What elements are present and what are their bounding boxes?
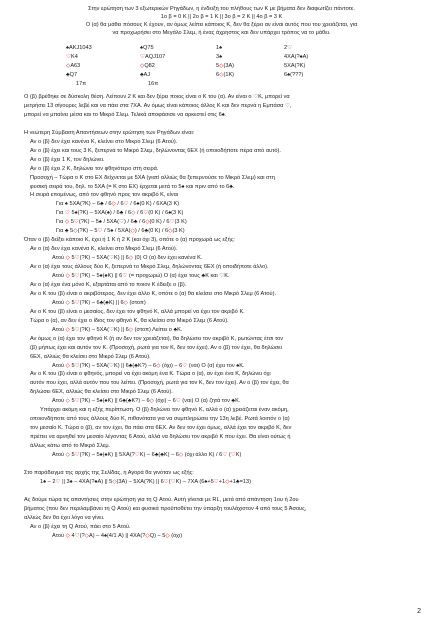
body-line: Για ♡ 5♠(?K) – 5ΧΑ(♠) / 6♣ / 6◇ / 6♡(0 K) / 6♠(3 K) (56, 210, 184, 217)
body-line: Η νεώτερη Σύμβαση Απαντήσεων στην ερώτηση των Ρηγάδων είναι: (24, 129, 195, 136)
page-number: 2 (417, 608, 421, 615)
body-line: Αν ο (β) έχει 2 Κ, δηλώνει τον φθηνότερο στη σειρά. (30, 165, 159, 172)
bid-b-3: 5ΧΑ(?K) (284, 63, 306, 69)
body-line: Προσοχή – Τώρα ο Κ στο ΕΧ δείχνεται με 5ΧΑ (γιατί αλλιώς θα ξεπερνούσε το Μικρό Σλεμ) και στη (30, 174, 275, 181)
body-line: Αν ο (α) έχει ένα μόνο Κ, εξαρτάται από το ποιον Κ έδειξε ο (β). (30, 281, 187, 288)
body-line: Ατού ◇ 5♡(?K) – 5ΧΑ(♡K) || 6♣(♣K?) – 6◇ (όχι) – 6♡ (ναι) Ο (α) έχει τον ♠K. (52, 362, 245, 369)
body-line: δηλώσει 6ΕΧ, αλλιώς θα κλείσει στο Μικρό Σλεμ (6 Ατού). (30, 389, 173, 396)
body-line: Ατού ◇ 5♡(?K) – 6♣(♣K) || 6◇ (στοπ) (52, 299, 146, 306)
hand-b-hearts: ♡AQJ107 (140, 54, 166, 60)
hand-a-points: 17π (76, 81, 87, 87)
body-line: Τώρα ο (α), αν δεν έχει ο ίδιος τον φθηνό Κ, θα κλείσει στο Μικρό Σλεμ (6 Ατού). (30, 317, 229, 324)
bid-b-1: 2♡ (284, 45, 293, 51)
hand-b-spades: ♠Q75 (140, 45, 154, 51)
bid-a-4: 6◇(1K) (216, 72, 235, 78)
body-line: (β) μήπως έχει και αυτόν τον Κ. (Προσοχή, ρωτά για τον Κ, δεν τον έχει). Αν ο (β) τον έχει, θα δηλώσει (30, 344, 283, 351)
hand-b-clubs: ♣AJ (140, 72, 151, 78)
hand-b-points: 16π (148, 81, 159, 87)
body-line: 6ΕΧ, αλλιώς θα κλείσει στο Μικρό Σλεμ (6 Ατού). (30, 353, 151, 360)
intro-line-4: να προχωρήσει στο Μεγάλο Σλεμ, ή ένας άχρηστος και δεν υπάρχει τρόπος να το μάθει. (112, 30, 331, 36)
intro-line-1: Στην ερώτηση των 3 εξωτερικών Ρηγάδων, η ένδειξη του πλήθους των Κ με βήματα δεν διαφωτίζει πάντοτε. (88, 6, 355, 12)
body-line: αυτόν που έχει, αλλά αυτόν που του λείπει. (Προσοχή, ρωτά για τον Κ, δεν τον έχει). Αν ο (β) τον έχει, θα (30, 380, 289, 387)
body-line: μπορεί να μπαίνει μέσα και το Μικρό Σλεμ. Τελικά αποφάσισε να αρκεστεί στις 6♠. (24, 111, 227, 118)
body-line: Αν ο Κ του (β) είναι ο μεσαίος, δεν έχει τον φθηνό Κ, αλλά μπορεί να έχει τον ακριβό Κ. (30, 308, 245, 315)
body-line: Αν ο Κ του (β) είναι ο ακριβότερος, δεν έχει άλλο Κ, οπότε ο (α) θα κλείσει στο Μικρό Σλεμ (6 Ατού). (30, 290, 276, 297)
hand-a-clubs: ♣Q7 (66, 72, 78, 78)
body-line: Ατού ◇ 4♡(?◇A) – 4♠(4/1 A) || 4ΧΑ(?◇Q) – 5◇ (όχι) (52, 532, 183, 539)
body-line: Αν όμως ο (α) έχει τον φθηνό Κ (ή αν δεν τον χρειάζεται), θα δηλώσει τον ακριβό Κ, ρωτώντας έτσι τον (30, 335, 284, 342)
body-line: τον μεσαίο Κ. Τώρα ο (β), αν τον έχει, θα πάει στα 6ΕΧ. Αν δεν τον έχει όμως, αλλά έχει τον ακριβό Κ, δεν (30, 425, 292, 432)
body-line: Αν ο (α) έχει τους άλλους δύο Κ, ξεπερνά το Μικρό Σλεμ, δηλώνοντας 6ΕΧ (ή οποιδήποτε άλλο). (30, 264, 269, 271)
body-line: Αν ο (β) έχει και τους 3 Κ, ξεπερνά το Μικρό Σλεμ, δηλώνοντας 6ΕΧ (ή οποιοδήποτε πέρα από αυτό). (30, 147, 281, 154)
bid-a-3: 5◇(3A) (216, 63, 235, 69)
body-line: Ατού ◇ 5♡(?K) – 5ΧΑ(♡K) || 6◇ (0) Ο (α) δεν έχει κανένα Κ. (52, 255, 203, 262)
body-line: Για ◇ 5♡(?K) – 5♠ / 5ΧΑ(♡) / 6♣ / 6◇(0 K) / 6♡(3 K) (56, 219, 187, 226)
bid-a-2: 3♠ (216, 54, 223, 60)
body-line: Για ♣ 5◇(?K) – 5♡ / 5♠ / 5ΧΑ(◇) / 6♣(0 K) / 6◇(3 K) (56, 228, 185, 235)
body-line: Ατού ◇ 5♡(?K) – 5♠(♠K) || 6♡ (= προχωρώ) Ο (α) έχει τους ♣K και ♡K. (52, 273, 230, 279)
body-line: Αν ο Κ του (β) είναι ο φθηνός, μπορεί να έχει ακόμη ένα Κ. Τώρα ο (α), αν έχει ένα Κ, δηλώνει όχι (30, 371, 271, 378)
bid-b-4: 6♠(???) (284, 72, 304, 78)
bid-b-2: 4ΧΑ(?♠Α) (284, 54, 309, 60)
body-line: Υπάρχει ακόμη και η εξής περίπτωση. Ο (β) δηλώνει τον φθηνό Κ, αλλά ο (α) χρειάζεται έναν ακόμη, (40, 407, 289, 414)
body-line: Ατού ◇ 5♡(?K) – 5♠(♠K) || 5ΧΑ(?♡K) – 6♣(♣K) – 6◇ (όχι άλλο Κ) / 6♡ (♡K) (52, 452, 242, 458)
hand-b-diamonds: ◇Q82 (140, 63, 155, 69)
hand-a-diamonds: ◇A63 (66, 63, 81, 69)
hand-a-hearts: ♡K4 (66, 54, 78, 60)
body-line: Στο παράδειγμα της αρχής της Σελίδας, η Αγορά θα γινόταν ως εξής: (24, 469, 194, 476)
body-line: Για ♠ 5ΧΑ(?K) – 6♣ / 6◇ / 6♡ / 6♠(0 K) / 6ΧΑ(3 K) (56, 201, 180, 208)
body-line: Η σειρά επομένως, από τον φθηνό προς τον ακριβό Κ, είναι (30, 192, 179, 199)
body-line: Ο (β) βρέθηκε σε δύσκολη θέση. Λείπουν 2 Κ και δεν ξέρει ποιος είναι ο Κ του (α). Αν είναι ο ♡K, μπορεί να (24, 94, 290, 100)
body-line: φυσική σειρά του, δηλ. το 5ΧΑ (= Κ στο ΕΧ) έρχεται μετά το 5♠ και πριν από το 6♣. (30, 183, 235, 190)
body-line: πρέπει να αρνηθεί τον μεσαίο λέγοντας 6 Ατού, αλλά να δηλώσει τον ακριβό Κ που έχει. Θα είναι ούτως ή (30, 434, 291, 441)
bid-a-1: 1♠ (216, 45, 223, 51)
hand-a-spades: ♠AKJ1043 (66, 45, 92, 51)
body-line: αλλιώς δεν θα έχει λόγο να γίνει. (24, 514, 105, 521)
intro-line-3: Ο (α) θα μάθει πόσους Κ έχουν, αν όμως λείπει κάποιος Κ, δεν θα ξέρει αν είναι αυτός που του χρειάζεται, για (85, 22, 358, 28)
body-line: μετρήσει 13 σίγουρες λεβέ και να πάει στα 7ΧΑ. Αν όμως είναι κάποιος άλλος Κ και δεν περνά η Εμπάσα ♡, (24, 102, 292, 109)
body-line: άλλως κάτω από το Μικρό Σλεμ. (30, 443, 111, 450)
body-line: Ατού ◇ 5♡(?K) – 5♠(♠K) || 6♣(♣K?) – 6◇ (όχι) – 6♡ (ναι) Ο (α) ζητά τον ♣K. (52, 398, 241, 405)
body-line: Ας δούμε τώρα τις απαντήσεις στην ερώτηση για τη Q Ατού. Αυτή γίνεται με RL, μετά από απάντηση 1ου ή 2ου (24, 496, 299, 503)
step-scale-line: 1ο β = 0 Κ || 2ο β = 1 Κ || 3ο β = 2 Κ || 4ο β = 3 Κ (160, 14, 283, 20)
body-line: Όταν ο (β) δείξει κάποιο Κ, έχει ή 1 Κ ή 2 Κ (και όχι 3), οπότε ο (α) προχωρά ως εξής: (24, 237, 235, 244)
body-line: Αν ο (β) έχει τη Q Ατού, πάει στο 5 Ατού. (30, 523, 131, 530)
body-line: 1♠ – 2♡ || 3♠ – 4ΧΑ(?♠Α) || 5◇(3A) – 5ΧΑ(?K) || 6♡(♡K) – 7ΧΑ (6♠+5♡+1◇+1♣=13) (40, 478, 251, 485)
body-line: Αν ο (α) δεν έχει κανένα Κ, κλείνει στο Μικρό Σλεμ (6 Ατού). (30, 246, 178, 253)
body-line: Ατού ◇ 5♡(?K) – 5ΧΑ(♡K) || 6◇ (στοπ) Λείπει ο ♣K. (52, 326, 183, 333)
body-line: Αν ο (β) έχει 1 Κ, τον δηλώνει. (30, 156, 105, 163)
body-line: Αν ο (β) δεν έχει κανένα Κ, κλείνει στο Μικρό Σλεμ (6 Ατού). (30, 138, 178, 145)
body-line: οποιονδήποτε από τους άλλους δύο Κ, πιθανότατα για να συμπληρώσει την 13η λεβέ. Ρωτά λοιπόν ο (α) (30, 416, 290, 423)
body-line: βήματος (που δεν περιλαμβάνει τη Q Ατού) και φυσικά προϋποθέτει την ύπαρξη τουλάχιστον 4 από τους 5 Άσους, (24, 505, 307, 512)
